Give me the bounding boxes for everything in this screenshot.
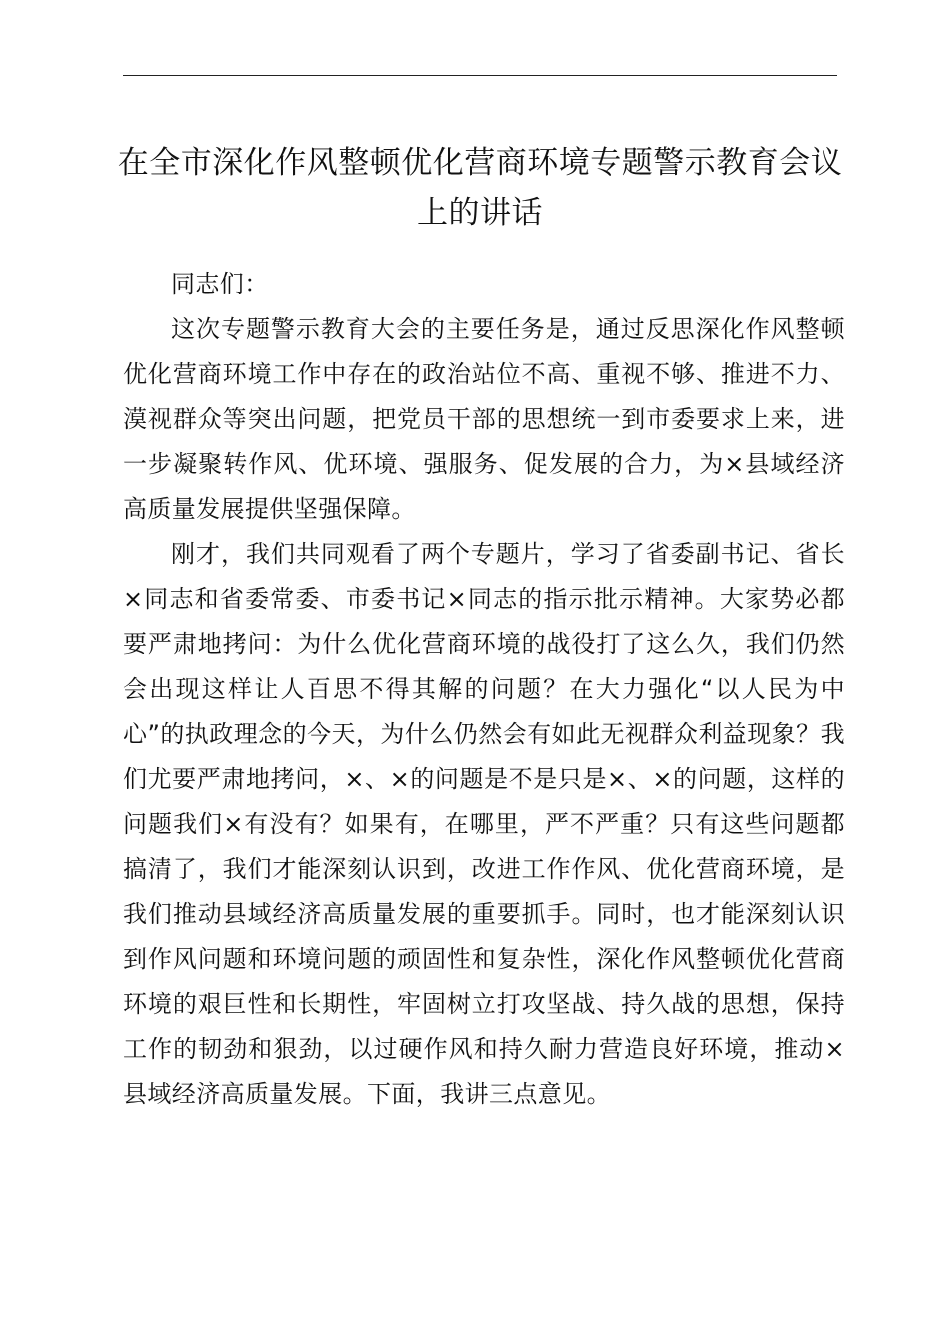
- paragraph-1: 这次专题警示教育大会的主要任务是，通过反思深化作风整顿优化营商环境工作中存在的政治站位不高、重视不够、推进不力、漠视群众等突出问题，把党员干部的思想统一到市委要求上来，进一步凝聚转作风、优环境、强服务、促发展的合力，为×县域经济高质量发展提供坚强保障。: [123, 315, 845, 523]
- paragraph-2: 刚才，我们共同观看了两个专题片，学习了省委副书记、省长×同志和省委常委、市委书记×同志的指示批示精神。大家势必都要严肃地拷问：为什么优化营商环境的战役打了这么久，我们仍然会出现这样让人百思不得其解的问题？在大力强化“以人民为中心”的执政理念的今天，为什么仍然会有如此无视群众利益现象？我们尤要严肃地拷问，×、×的问题是不是只是×、×的问题，这样的问题我们×有没有？如果有，在哪里，严不严重？只有这些问题都搞清了，我们才能深刻认识到，改进工作作风、优化营商环境，是我们推动县域经济高质量发展的重要抓手。同时，也才能深刻认识到作风问题和环境问题的顽固性和复杂性，深化作风整顿优化营商环境的艰巨性和长期性，牢固树立打攻坚战、持久战的思想，保持工作的韧劲和狠劲，以过硬作风和持久耐力营造良好环境，推动×县域经济高质量发展。下面，我讲三点意见。: [123, 540, 845, 1108]
- salutation: 同志们：: [171, 270, 269, 298]
- header-rule: [123, 75, 837, 76]
- document-body: [123, 262, 845, 1117]
- document-title: 在全市深化作风整顿优化营商环境专题警示教育会议上的讲话: [117, 145, 843, 231]
